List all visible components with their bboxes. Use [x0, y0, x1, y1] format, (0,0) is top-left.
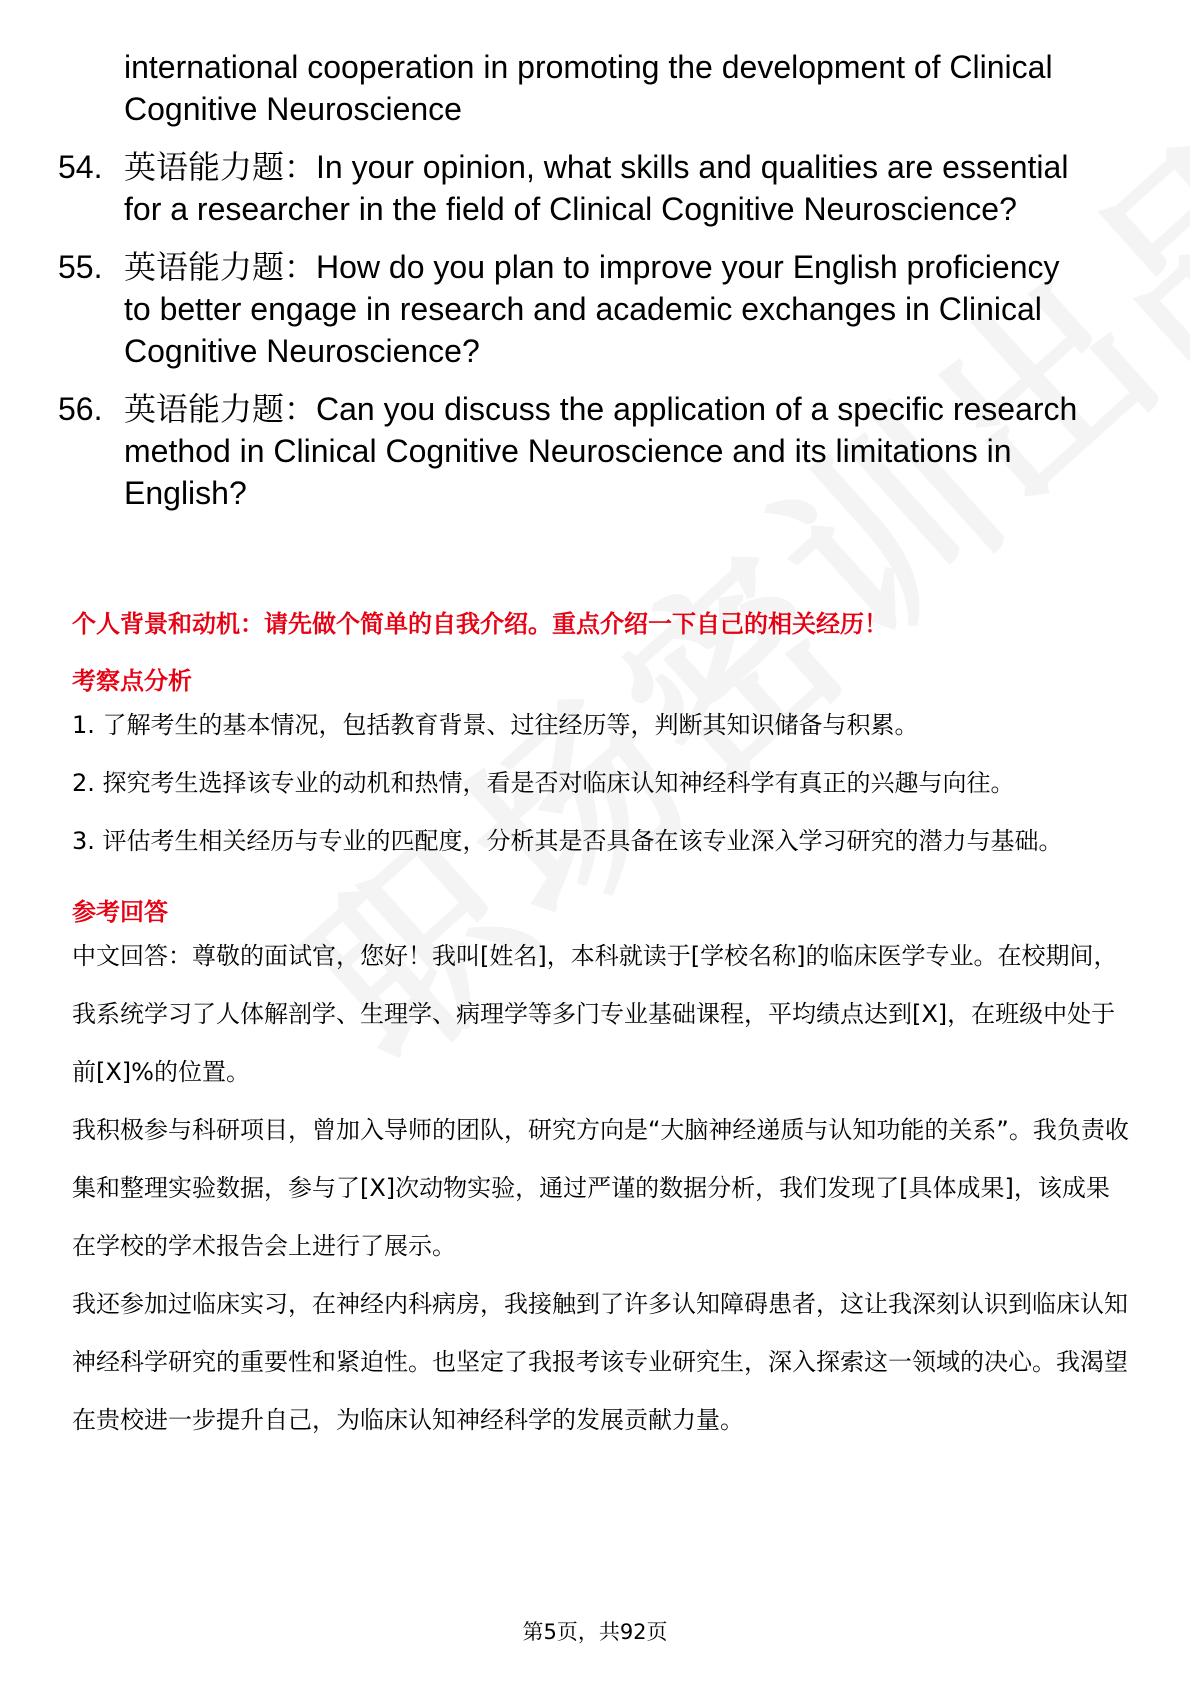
answer-paragraph: 中文回答：尊敬的面试官，您好！我叫[姓名]，本科就读于[学校名称]的临床医学专业。在校期间，我系统学习了人体解剖学、生理学、病理学等多门专业基础课程，平均绩点达到[X]，在班级中处于前[X]%的位置。	[72, 942, 1118, 1086]
question-text: How do you plan to improve your English proficiency to better engage in research and academic exchanges in Clinical Cognitive Neuroscience?	[124, 249, 1060, 369]
analysis-point: 2. 探究考生选择该专业的动机和热情，看是否对临床认知神经科学有真正的兴趣与向往。	[72, 769, 1015, 797]
analysis-point: 1. 了解考生的基本情况，包括教育背景、过往经历等，判断其知识储备与积累。	[72, 711, 919, 739]
question-continuation: international cooperation in promoting the development of Clinical Cognitive Neuroscience	[124, 49, 1053, 127]
question-tag: 英语能力题：	[124, 148, 317, 186]
question-text: Can you discuss the application of a specific research method in Clinical Cognitive Neuroscience and its limitations in English?	[124, 391, 1078, 511]
question-body	[124, 146, 1088, 230]
analysis-point: 3. 评估考生相关经历与专业的匹配度，分析其是否具备在该专业深入学习研究的潜力与基础。	[72, 827, 1063, 855]
question-list	[58, 46, 1088, 514]
question-tag: 英语能力题：	[124, 248, 317, 286]
answer-section	[72, 604, 1132, 1449]
question-body	[124, 246, 1088, 372]
question-text: In your opinion, what skills and qualities are essential for a researcher in the field of Clinical Cognitive Neuroscience?	[124, 149, 1069, 227]
answer-paragraph: 我积极参与科研项目，曾加入导师的团队，研究方向是“大脑神经递质与认知功能的关系”。我负责收集和整理实验数据，参与了[X]次动物实验，通过严谨的数据分析，我们发现了[具体成果]，该成果在学校的学术报告会上进行了展示。	[72, 1116, 1129, 1260]
question-item	[58, 146, 1088, 230]
analysis-title: 考察点分析	[72, 667, 192, 695]
question-number: 56.	[58, 391, 103, 427]
page-footer: 第5页，共92页	[522, 1620, 668, 1644]
question-body	[124, 388, 1088, 514]
question-tag: 英语能力题：	[124, 390, 317, 428]
question-item	[58, 246, 1088, 372]
question-number: 54.	[58, 149, 103, 185]
section-question: 个人背景和动机：请先做个简单的自我介绍。重点介绍一下自己的相关经历！	[72, 610, 888, 638]
question-item	[58, 388, 1088, 514]
question-number: 55.	[58, 249, 103, 285]
answer-paragraph: 我还参加过临床实习，在神经内科病房，我接触到了许多认知障碍患者，这让我深刻认识到临床认知神经科学研究的重要性和紧迫性。也坚定了我报考该专业研究生，深入探索这一领域的决心。我渴望在贵校进一步提升自己，为临床认知神经科学的发展贡献力量。	[72, 1290, 1128, 1434]
answer-title: 参考回答	[72, 898, 168, 926]
